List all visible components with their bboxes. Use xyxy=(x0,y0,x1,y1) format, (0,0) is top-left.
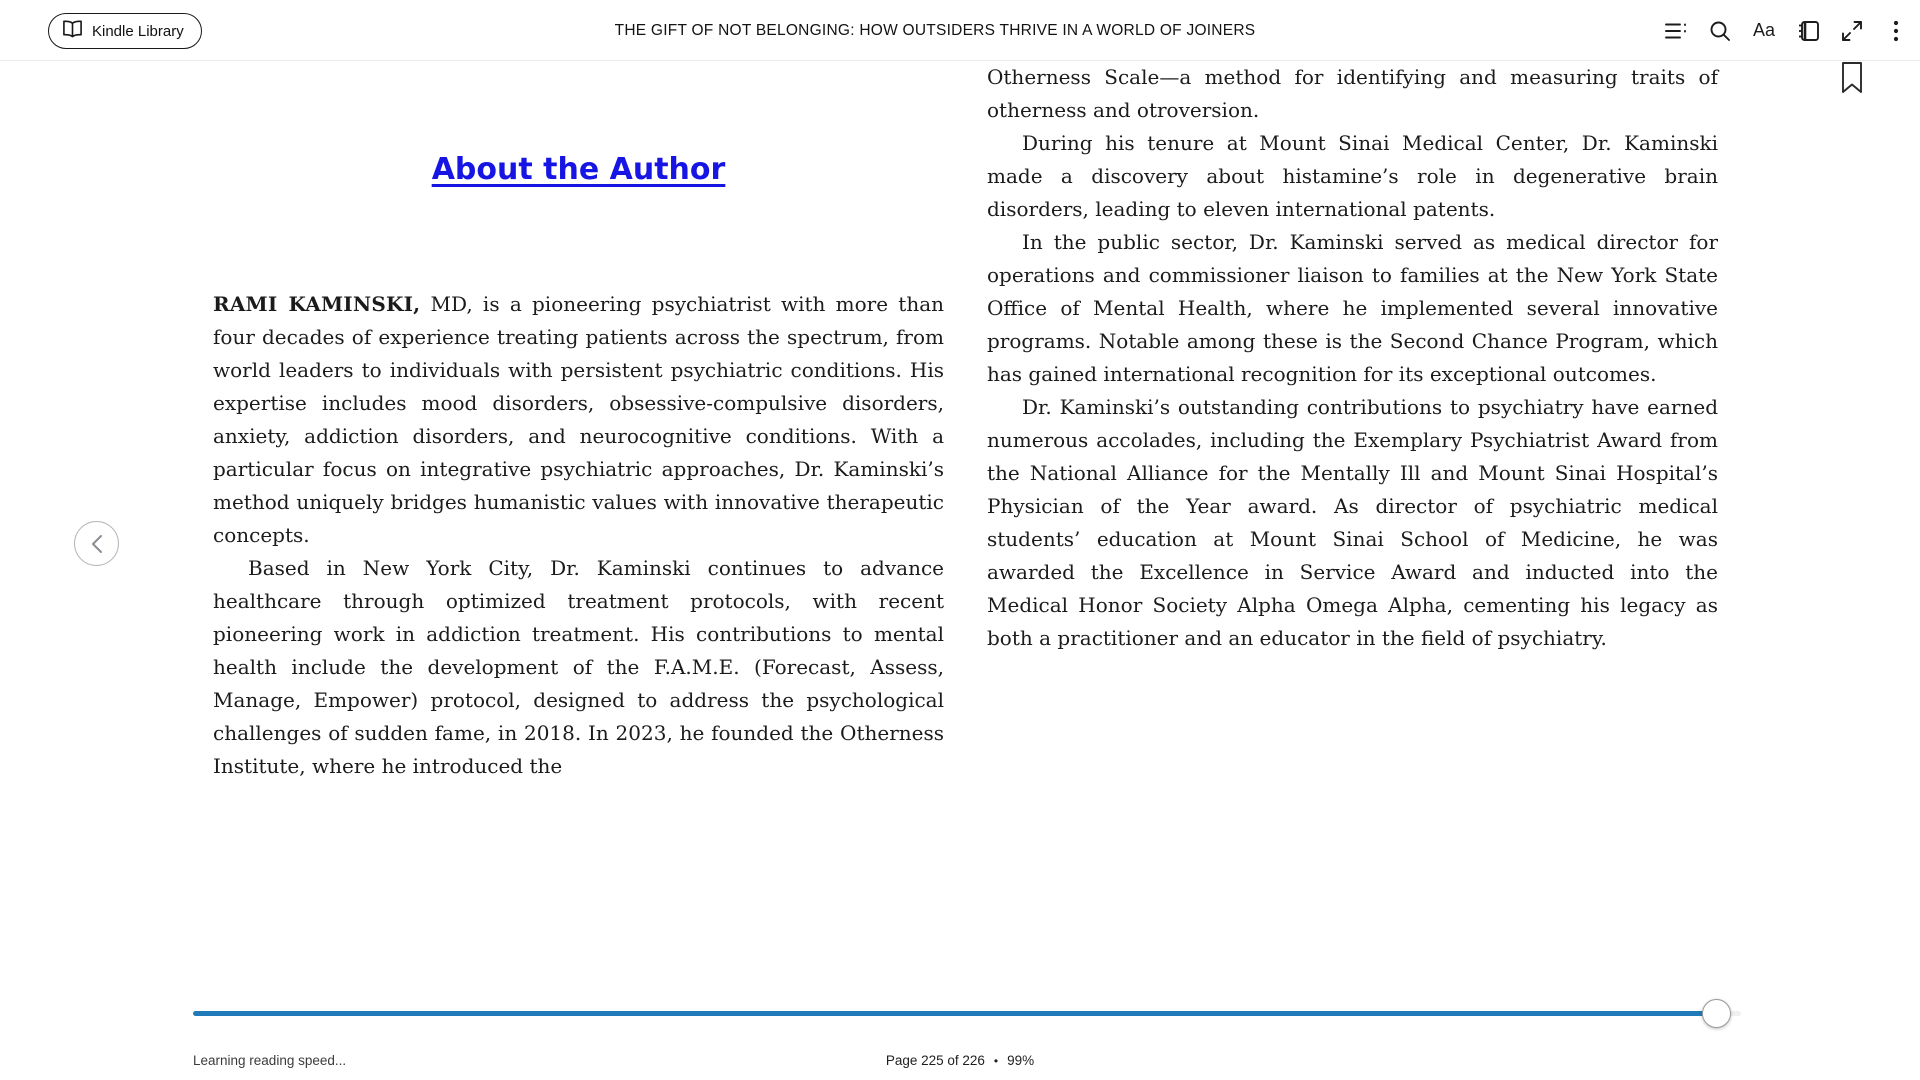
fullscreen-button[interactable] xyxy=(1834,13,1870,49)
page-number-label: Page 225 of 226 xyxy=(885,1053,985,1068)
font-settings-icon: Aa xyxy=(1752,20,1776,40)
right-column-text xyxy=(987,61,1718,655)
progress-fill xyxy=(193,1011,1726,1016)
left-column-text xyxy=(213,288,944,783)
paragraph: Dr. Kaminski’s outstanding contributions to psychiatry have earned numerous accolades, including the Exemplary Psychiatrist Award from the National Alliance for the Mentally Ill and Mount Sinai Hospital’s Physician of the Year award. As director of psychiatric medical students’ education at Mount Sinai School of Medicine, he was awarded the Excellence in Service Award and inducted into the Medical Honor Society Alpha Omega Alpha, cementing his legacy as both a practitioner and an educator in the field of psychiatry. xyxy=(987,395,1718,650)
paragraph: During his tenure at Mount Sinai Medical Center, Dr. Kaminski made a discovery about histamine’s role in degenerative brain disorders, leading to eleven international patents. xyxy=(987,131,1718,221)
more-menu-icon xyxy=(1893,20,1899,42)
page-column-left xyxy=(213,150,944,783)
page-position-status xyxy=(0,1053,1920,1068)
previous-page-button[interactable] xyxy=(74,521,119,566)
reading-progress-slider[interactable] xyxy=(193,1011,1741,1016)
paragraph xyxy=(213,288,944,552)
percent-label: 99% xyxy=(1007,1053,1035,1068)
paragraph: In the public sector, Dr. Kaminski served as medical director for operations and commissioner liaison to families at the New York State Office of Mental Health, where he implemented several innovative programs. Notable among these is the Second Chance Program, which has gained international recognition for its exceptional outcomes. xyxy=(987,230,1718,386)
paragraph: Based in New York City, Dr. Kaminski continues to advance healthcare through optimized treatment protocols, with recent pioneering work in addiction treatment. His contributions to mental health include the development of the F.A.M.E. (Forecast, Assess, Manage, Empower) protocol, designed to address the psychological challenges of sudden fame, in 2018. In 2023, he founded the Otherness Institute, where he introduced the xyxy=(213,556,944,778)
kindle-library-label: Kindle Library xyxy=(92,22,184,40)
author-name-lead: RAMI KAMINSKI, xyxy=(213,292,421,316)
fullscreen-icon xyxy=(1841,20,1863,42)
top-toolbar xyxy=(0,0,1920,61)
toolbar-icon-group xyxy=(1658,0,1914,61)
notebook-icon xyxy=(1664,20,1688,42)
reading-speed-status: Learning reading speed... xyxy=(193,1053,347,1068)
separator-dot: • xyxy=(993,1053,999,1068)
page-layout-icon xyxy=(1797,20,1820,42)
page-column-right xyxy=(987,61,1718,655)
paragraph-text: MD, is a pioneering psychiatrist with more than four decades of experience treating patients across the spectrum, from world leaders to individuals with persistent psychiatric conditions. His expertise includes mood disorders, obsessive-compulsive disorders, anxiety, addiction disorders, and neurocognitive conditions. With a particular focus on integrative psychiatric approaches, Dr. Kaminski’s method uniquely bridges humanistic values with innovative therapeutic concepts. xyxy=(213,292,945,547)
font-settings-button[interactable] xyxy=(1746,13,1782,49)
kindle-library-button[interactable] xyxy=(48,13,202,49)
book-title: THE GIFT OF NOT BELONGING: HOW OUTSIDERS THRIVE IN A WORLD OF JOINERS xyxy=(614,21,1256,39)
page-layout-button[interactable] xyxy=(1790,13,1826,49)
open-book-icon xyxy=(62,20,83,42)
chapter-heading-link[interactable]: About the Author xyxy=(431,152,726,187)
paragraph: Otherness Scale—a method for identifying and measuring traits of otherness and otroversion. xyxy=(987,65,1718,122)
bookmark-icon[interactable] xyxy=(1841,62,1863,94)
search-button[interactable] xyxy=(1702,13,1738,49)
search-icon xyxy=(1709,20,1731,42)
notebook-button[interactable] xyxy=(1658,13,1694,49)
progress-slider-handle[interactable] xyxy=(1702,999,1731,1028)
more-menu-button[interactable] xyxy=(1878,13,1914,49)
